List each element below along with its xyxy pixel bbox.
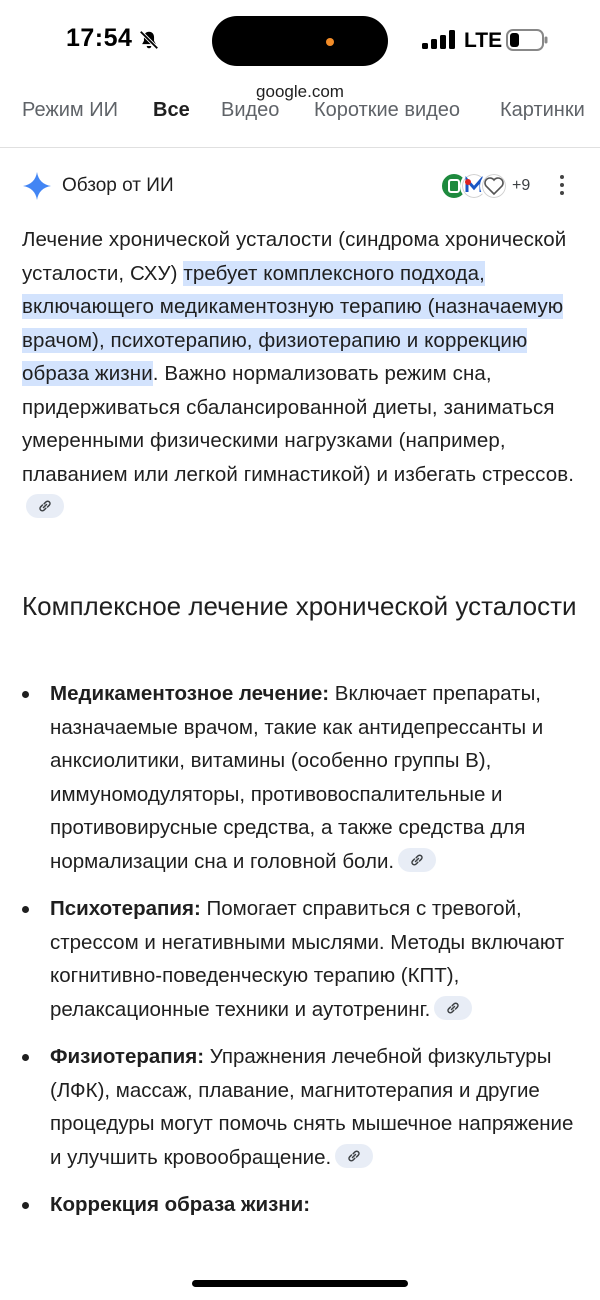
- ai-overview-title: Обзор от ИИ: [62, 175, 174, 196]
- link-icon: [346, 1148, 362, 1164]
- link-icon: [409, 852, 425, 868]
- list-item: [22, 1040, 578, 1174]
- list-item: [22, 892, 578, 1026]
- cellular-signal-icon: [422, 30, 456, 50]
- source-favicon-3[interactable]: [480, 172, 508, 200]
- tab-videos[interactable]: Видео: [221, 99, 280, 121]
- source-logo-heart-icon: [482, 174, 506, 198]
- link-icon: [445, 1000, 461, 1016]
- home-indicator[interactable]: [192, 1280, 408, 1287]
- citation-link-button[interactable]: [335, 1144, 373, 1168]
- citation-link-button[interactable]: [26, 494, 64, 518]
- more-options-icon[interactable]: [558, 175, 566, 197]
- list-item: [22, 1188, 578, 1222]
- source-favicons[interactable]: [440, 172, 560, 202]
- recording-indicator: [326, 38, 334, 46]
- battery-icon: [506, 28, 548, 52]
- summary-intro: Лечение хронической усталости (синдрома хронической усталости, СХУ): [22, 228, 567, 285]
- network-type: LTE: [464, 29, 503, 52]
- more-sources-count[interactable]: +9: [512, 177, 531, 194]
- list-item-term: Коррекция образа жизни:: [50, 1193, 311, 1216]
- search-tabs: [0, 98, 600, 148]
- dynamic-island: [212, 16, 388, 66]
- list-item-text: Помогает справиться с тревогой, стрессом и негативными мыслями. Методы включают когнитивно-поведенческую терапию (КПТ), релаксационные техники и аутотренинг.: [50, 897, 565, 1021]
- ai-overview-summary: [22, 223, 578, 525]
- treatment-list: [22, 677, 578, 1236]
- list-item-text: Упражнения лечебной физкультуры (ЛФК), массаж, плавание, магнитотерапия и другие процедуры могут помочь снять мышечное напряжение и улучшить кровообращение.: [50, 1045, 574, 1169]
- tab-ai-mode[interactable]: Режим ИИ: [22, 99, 118, 121]
- section-heading: Комплексное лечение хронической усталости: [22, 591, 577, 621]
- status-bar: [0, 0, 600, 80]
- list-item-text: Включает препараты, назначаемые врачом, такие как антидепрессанты и анксиолитики, витамины (особенно группы B), иммуномодуляторы, противовоспалительные и противовирусные средства, а также средства для нормализации сна и головной боли.: [50, 682, 544, 873]
- bell-muted-icon: [138, 29, 160, 51]
- list-item-term: Психотерапия:: [50, 897, 201, 920]
- ai-overview-header: [22, 170, 582, 204]
- tab-all[interactable]: Все: [153, 99, 190, 121]
- address-bar-url[interactable]: google.com: [256, 82, 344, 101]
- gemini-sparkle-icon: [22, 171, 52, 201]
- list-item: [22, 677, 578, 878]
- list-item-term: Медикаментозное лечение:: [50, 682, 330, 705]
- citation-link-button[interactable]: [398, 848, 436, 872]
- summary-rest: . Важно нормализовать режим сна, придерживаться сбалансированной диеты, заниматься умеренными физическими нагрузками (например, плаванием или легкой гимнастикой) и избегать стрессов.: [22, 362, 575, 486]
- tab-images[interactable]: Картинки: [500, 99, 585, 121]
- status-time: 17:54: [66, 24, 133, 52]
- tab-short-videos[interactable]: Короткие видео: [314, 99, 461, 121]
- citation-link-button[interactable]: [434, 996, 472, 1020]
- link-icon: [37, 498, 53, 514]
- summary-highlight: требует комплексного подхода, включающего медикаментозную терапию (назначаемую врачом), психотерапию, физиотерапию и коррекцию образа жизни: [22, 261, 564, 385]
- list-item-term: Физиотерапия:: [50, 1045, 205, 1068]
